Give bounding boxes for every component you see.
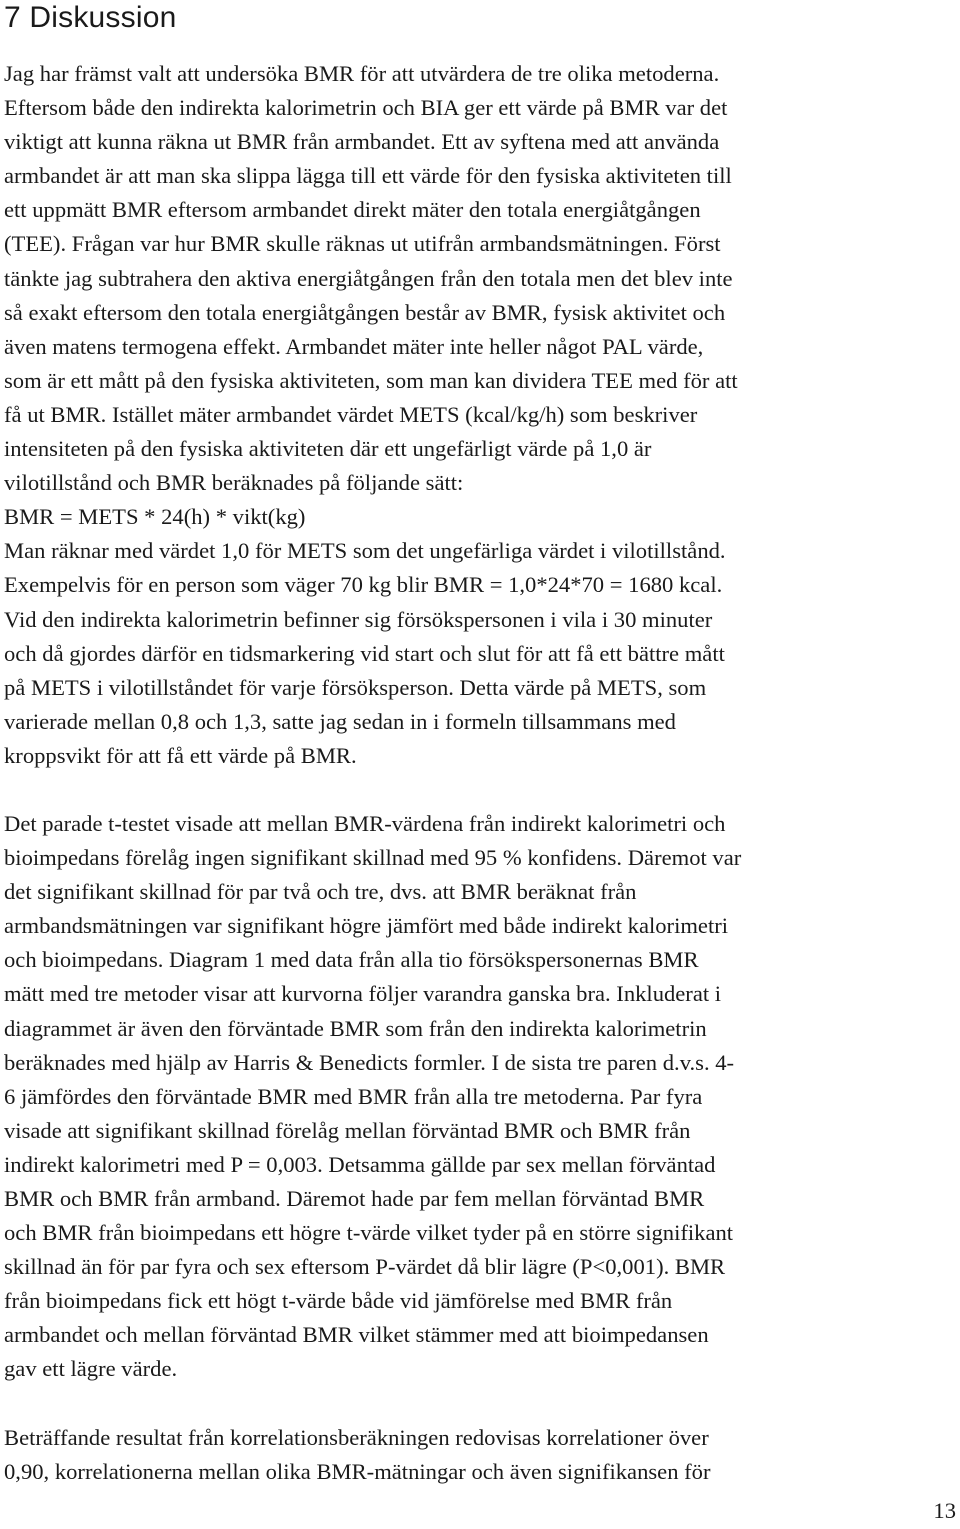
text-line: från bioimpedans fick ett högt t-värde både vid jämförelse med BMR från <box>4 1288 673 1314</box>
text-line: 6 jämfördes den förväntade BMR med BMR från alla tre metoderna. Par fyra <box>4 1083 703 1109</box>
text-line: Beträffande resultat från korrelationsberäkningen redovisas korrelationer över <box>4 1424 709 1450</box>
text-line: och då gjordes därför en tidsmarkering vid start och slut för att få ett bättre mått <box>4 640 725 666</box>
text-line: intensiteten på den fysiska aktiviteten där ett ungefärligt värde på 1,0 är <box>4 436 652 462</box>
section-heading: 7 Diskussion <box>4 1 177 34</box>
page-number: 13 <box>933 1498 956 1523</box>
text-line: beräknades med hjälp av Harris & Benedicts formler. I de sista tre paren d.v.s. 4- <box>4 1049 735 1075</box>
document-page <box>4 0 956 1489</box>
text-line: armbandsmätningen var signifikant högre jämfört med både indirekt kalorimetri <box>4 913 729 939</box>
text-line: och bioimpedans. Diagram 1 med data från alla tio försökspersonernas BMR <box>4 947 699 973</box>
text-line: BMR och BMR från armband. Däremot hade par fem mellan förväntad BMR <box>4 1186 705 1211</box>
text-line: Vid den indirekta kalorimetrin befinner sig försökspersonen i vila i 30 minuter <box>4 606 713 632</box>
text-line: armbandet och mellan förväntad BMR vilket stämmer med att bioimpedansen <box>4 1322 709 1348</box>
text-line: på METS i vilotillståndet för varje försöksperson. Detta värde på METS, som <box>4 674 707 700</box>
text-line: och BMR från bioimpedans ett högre t-värde vilket tyder på en större signifikant <box>4 1220 734 1246</box>
text-line: 0,90, korrelationerna mellan olika BMR-mätningar och även signifikansen för <box>4 1458 711 1484</box>
text-line: mätt med tre metoder visar att kurvorna följer varandra ganska bra. Inkluderat i <box>4 981 722 1007</box>
text-line: kroppsvikt för att få ett värde på BMR. <box>4 742 357 768</box>
text-line: armbandet är att man ska slippa lägga till ett värde för den fysiska aktiviteten till <box>4 163 732 189</box>
text-line: få ut BMR. Istället mäter armbandet värdet METS (kcal/kg/h) som beskriver <box>4 401 698 427</box>
text-line: indirekt kalorimetri med P = 0,003. Detsamma gällde par sex mellan förväntad <box>4 1151 716 1177</box>
text-line: vilotillstånd och BMR beräknades på följande sätt: <box>4 470 464 496</box>
text-line: varierade mellan 0,8 och 1,3, satte jag sedan in i formeln tillsammans med <box>4 708 676 734</box>
text-line: BMR = METS * 24(h) * vikt(kg) <box>4 504 306 530</box>
paragraph-correlation <box>4 1421 956 1489</box>
text-line: bioimpedans förelåg ingen signifikant skillnad med 95 % konfidens. Däremot var <box>4 845 742 871</box>
text-line: ett uppmätt BMR eftersom armbandet direkt mäter den totala energiåtgången <box>4 197 701 223</box>
text-line: gav ett lägre värde. <box>4 1356 178 1382</box>
text-line: Exempelvis för en person som väger 70 kg blir BMR = 1,0*24*70 = 1680 kcal. <box>4 572 723 598</box>
text-line: viktigt att kunna räkna ut BMR från armbandet. Ett av syftena med att använda <box>4 129 720 155</box>
text-line: även matens termogena effekt. Armbandet mäter inte heller något PAL värde, <box>4 333 704 359</box>
text-line: som är ett mått på den fysiska aktiviteten, som man kan dividera TEE med för att <box>4 367 738 393</box>
text-line: visade att signifikant skillnad förelåg mellan förväntad BMR och BMR från <box>4 1117 691 1143</box>
text-line: skillnad än för par fyra och sex eftersom P-värdet då blir lägre (P<0,001). BMR <box>4 1254 726 1280</box>
paragraph-bmr-method <box>4 57 956 773</box>
text-line: Det parade t-testet visade att mellan BMR-värdena från indirekt kalorimetri och <box>4 810 726 836</box>
text-line: tänkte jag subtrahera den aktiva energiåtgången från den totala men det blev inte <box>4 265 733 291</box>
text-line: det signifikant skillnad för par två och tre, dvs. att BMR beräknat från <box>4 879 637 905</box>
paragraph-t-test <box>4 807 956 1387</box>
text-line: Eftersom både den indirekta kalorimetrin och BIA ger ett värde på BMR var det <box>4 95 728 121</box>
text-line: så exakt eftersom den totala energiåtgången består av BMR, fysisk aktivitet och <box>4 299 726 325</box>
text-line: Man räknar med värdet 1,0 för METS som det ungefärliga värdet i vilotillstånd. <box>4 538 726 564</box>
text-line: (TEE). Frågan var hur BMR skulle räknas ut utifrån armbandsmätningen. Först <box>4 231 721 257</box>
text-line: Jag har främst valt att undersöka BMR för att utvärdera de tre olika metoderna. <box>4 61 720 86</box>
text-line: diagrammet är även den förväntade BMR som från den indirekta kalorimetrin <box>4 1015 707 1041</box>
